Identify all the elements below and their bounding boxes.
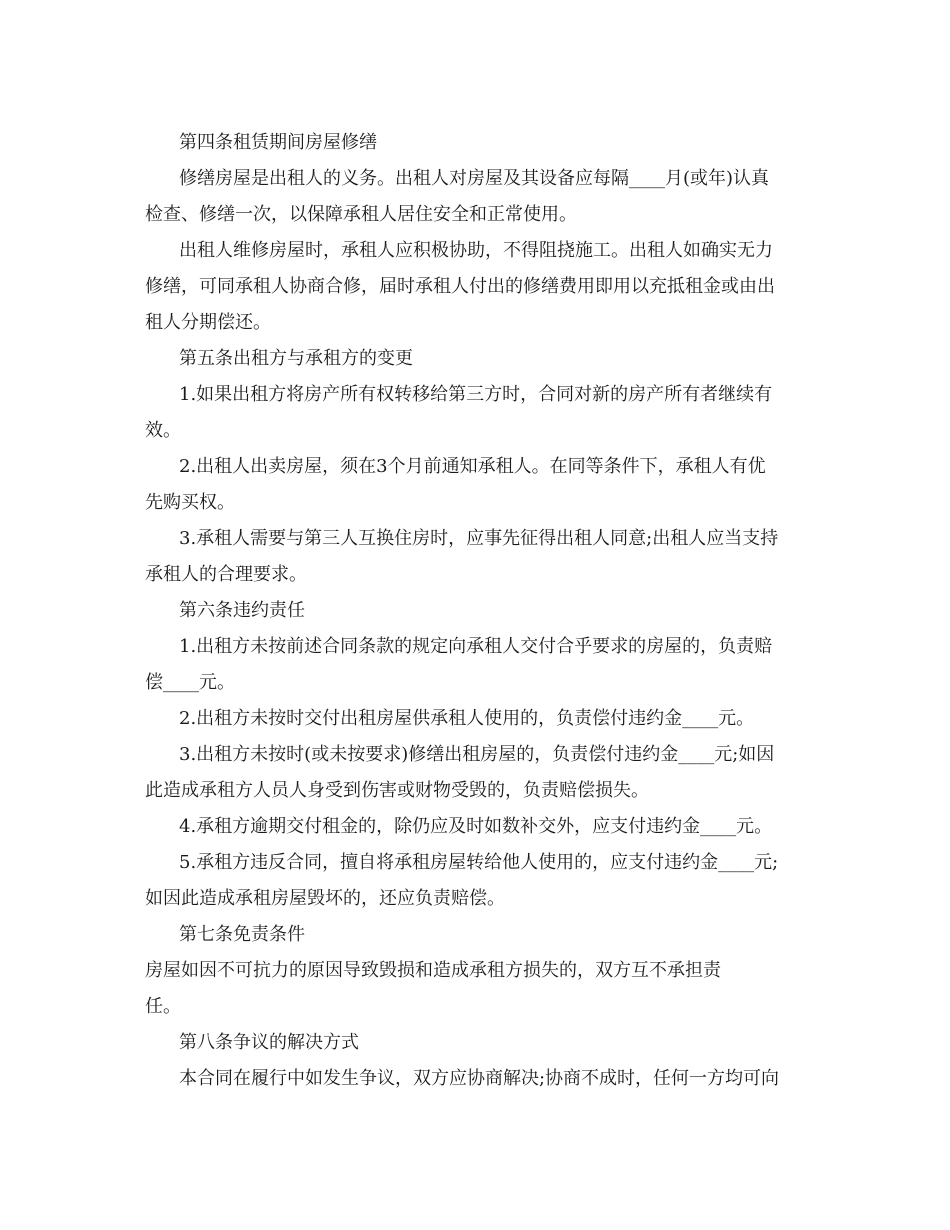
paragraph-line: 3.出租方未按时(或未按要求)修缮出租房屋的，负责偿付违约金____元;如因	[179, 744, 775, 765]
paragraph-line: 此造成承租方人员人身受到伤害或财物受毁的，负责赔偿损失。	[145, 780, 649, 801]
paragraph-line: 效。	[145, 420, 181, 441]
paragraph-line: 3.承租人需要与第三人互换住房时，应事先征得出租人同意;出租人应当支持	[179, 528, 779, 549]
paragraph-line: 修缮，可同承租人协商合修，届时承租人付出的修缮费用即用以充抵租金或由出	[145, 276, 775, 297]
paragraph-line: 房屋如因不可抗力的原因导致毁损和造成承租方损失的，双方互不承担责	[145, 960, 721, 981]
paragraph-line: 2.出租人出卖房屋，须在3个月前通知承租人。在同等条件下，承租人有优	[179, 456, 766, 477]
section-heading-4: 第四条租赁期间房屋修缮	[179, 132, 377, 153]
section-heading-7: 第七条免责条件	[179, 924, 305, 945]
paragraph-line: 修缮房屋是出租人的义务。出租人对房屋及其设备应每隔____月(或年)认真	[179, 168, 770, 189]
section-heading-6: 第六条违约责任	[179, 600, 305, 621]
paragraph-line: 租人分期偿还。	[145, 312, 271, 333]
paragraph-line: 1.如果出租方将房产所有权转移给第三方时，合同对新的房产所有者继续有	[179, 384, 773, 405]
paragraph-line: 4.承租方逾期交付租金的，除仍应及时如数补交外，应支付违约金____元。	[179, 816, 773, 837]
paragraph-line: 1.出租方未按前述合同条款的规定向承租人交付合乎要求的房屋的，负责赔	[179, 636, 773, 657]
paragraph-line: 2.出租方未按时交付出租房屋供承租人使用的，负责偿付违约金____元。	[179, 708, 755, 729]
paragraph-line: 5.承租方违反合同，擅自将承租房屋转给他人使用的，应支付违约金____元;	[179, 852, 779, 873]
paragraph-line: 如因此造成承租房屋毁坏的，还应负责赔偿。	[145, 888, 505, 909]
paragraph-line: 出租人维修房屋时，承租人应积极协助，不得阻挠施工。出租人如确实无力	[179, 240, 773, 261]
paragraph-line: 任。	[145, 996, 181, 1017]
section-heading-5: 第五条出租方与承租方的变更	[179, 348, 413, 369]
paragraph-line: 偿____元。	[145, 672, 235, 693]
paragraph-line: 承租人的合理要求。	[145, 564, 307, 585]
paragraph-line: 本合同在履行中如发生争议，双方应协商解决;协商不成时，任何一方均可向	[179, 1068, 780, 1089]
paragraph-line: 检查、修缮一次，以保障承租人居住安全和正常使用。	[145, 204, 577, 225]
section-heading-8: 第八条争议的解决方式	[179, 1032, 359, 1053]
paragraph-line: 先购买权。	[145, 492, 235, 513]
